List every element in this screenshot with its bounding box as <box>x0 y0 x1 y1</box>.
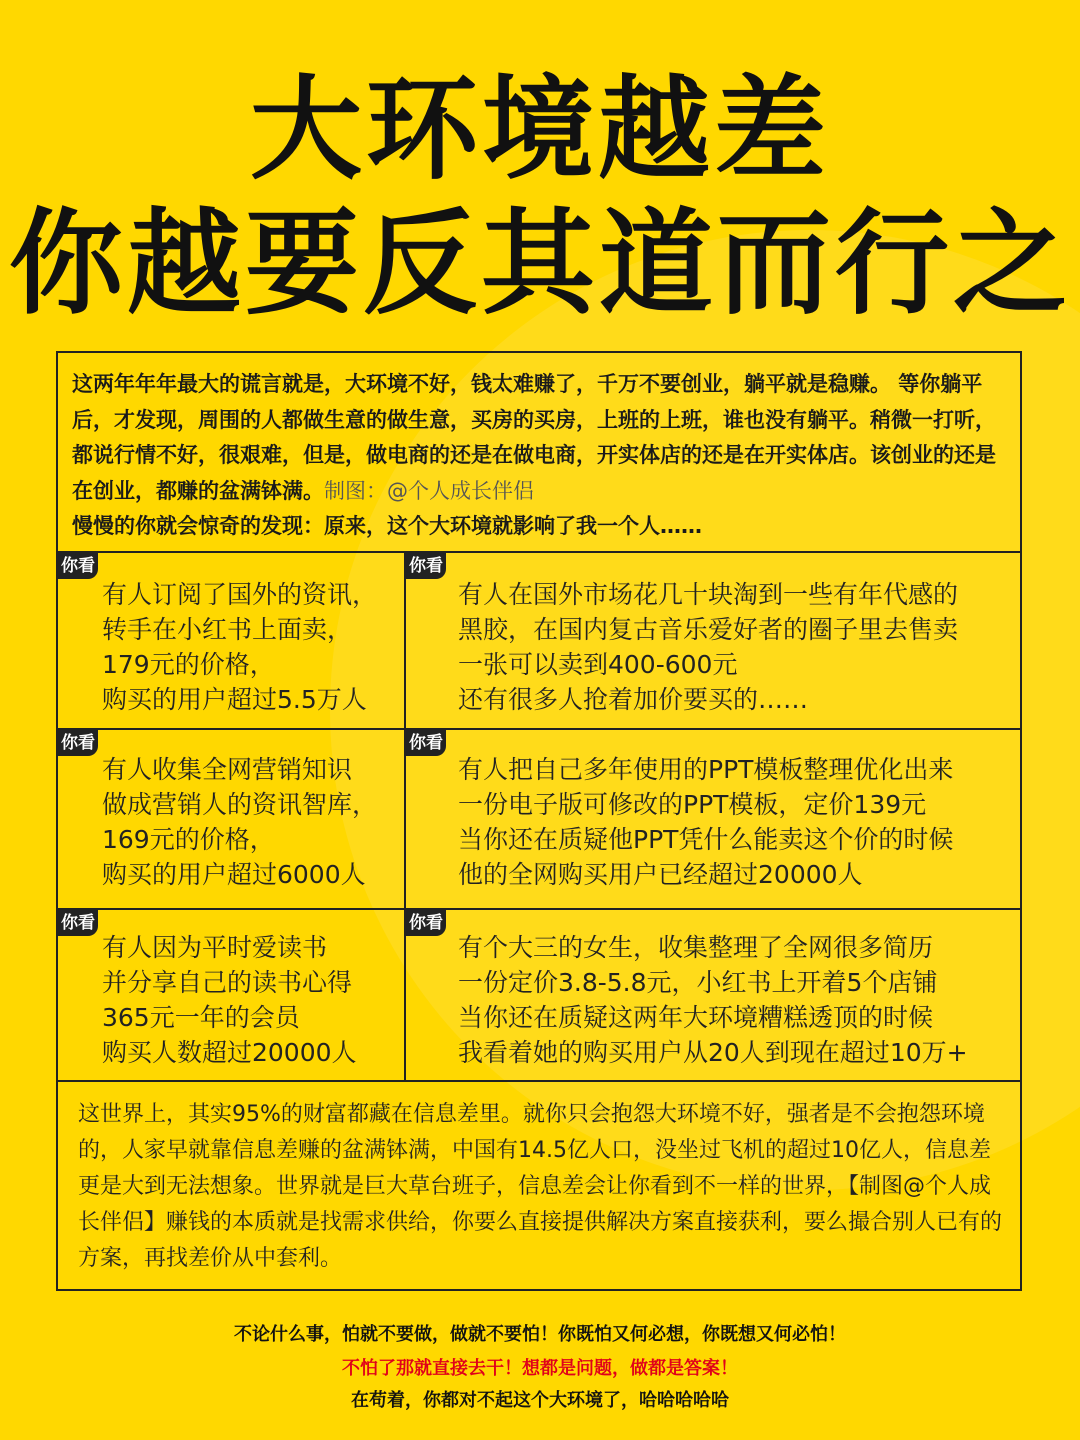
cell-line: 有人订阅了国外的资讯， <box>102 580 378 609</box>
badge: 你看 <box>58 910 98 936</box>
example-cell <box>406 910 1020 1080</box>
cell-line: 黑胶，在国内复古音乐爱好者的圈子里去售卖 <box>458 615 959 644</box>
badge: 你看 <box>406 553 446 579</box>
cell-text <box>102 577 402 717</box>
title-line-2: 你越要反其道而行之 <box>8 197 1071 330</box>
cell-text <box>102 752 402 892</box>
footer-line-3: 在苟着，你都对不起这个大环境了，哈哈哈哈哈 <box>351 1390 729 1411</box>
footer-line-1: 不论什么事，怕就不要做，做就不要怕！你既怕又何必想，你既想又何必怕！ <box>234 1324 846 1345</box>
example-cell <box>58 910 404 1080</box>
cell-line: 一份定价3.8-5.8元，小红书上开着5个店铺 <box>458 968 938 997</box>
cell-text <box>458 930 1018 1070</box>
badge: 你看 <box>406 730 446 756</box>
cell-line: 转手在小红书上面卖， <box>102 615 353 644</box>
divider <box>58 1080 1020 1082</box>
intro-last-line: 慢慢的你就会惊奇的发现：原来，这个大环境就影响了我一个人…… <box>72 514 702 538</box>
cell-line: 有个大三的女生，收集整理了全网很多简历 <box>458 933 934 962</box>
example-cell <box>406 553 1020 728</box>
cell-line: 一份电子版可修改的PPT模板，定价139元 <box>458 790 927 819</box>
cell-line: 他的全网购买用户已经超过20000人 <box>458 860 863 889</box>
cell-text <box>458 577 1018 717</box>
cell-line: 有人在国外市场花几十块淘到一些有年代感的 <box>458 580 959 609</box>
cell-line: 购买的用户超过6000人 <box>102 860 366 889</box>
badge: 你看 <box>58 553 98 579</box>
title-line-1: 大环境越差 <box>250 65 830 195</box>
cell-line: 179元的价格， <box>102 650 275 679</box>
content-frame <box>56 351 1022 1291</box>
example-cell <box>58 553 404 728</box>
badge: 你看 <box>58 730 98 756</box>
cell-line: 一张可以卖到400-600元 <box>458 650 738 679</box>
cell-line: 购买的用户超过5.5万人 <box>102 685 367 714</box>
cell-line: 365元一年的会员 <box>102 1003 300 1032</box>
intro-paragraph <box>72 367 1012 545</box>
example-cell <box>406 730 1020 908</box>
cell-text <box>102 930 402 1070</box>
cell-line: 做成营销人的资讯智库， <box>102 790 378 819</box>
cell-text <box>458 752 1018 892</box>
cell-line: 有人因为平时爱读书 <box>102 933 328 962</box>
badge: 你看 <box>406 910 446 936</box>
intro-credit: 制图：@个人成长伴侣 <box>324 478 534 503</box>
intro-text: 这两年年年最大的谎言就是，大环境不好，钱太难赚了，千万不要创业，躺平就是稳赚。 等你躺平后，才发现，周围的人都做生意的做生意，买房的买房，上班的上班，谁也没有躺平。稍微一打听，都说行情不好，很艰难，但是，做电商的还是在做电商，开实体店的还是在开实体店。该创业的还是在创业，都赚的盆满钵满。 <box>72 372 996 503</box>
cell-line: 并分享自己的读书心得 <box>102 968 353 997</box>
summary-paragraph: 这世界上，其实95%的财富都藏在信息差里。就你只会抱怨大环境不好，强者是不会抱怨环境的，人家早就靠信息差赚的盆满钵满，中国有14.5亿人口，没坐过飞机的超过10亿人，信息差更是大到无法想象。世界就是巨大草台班子，信息差会让你看到不一样的世界，【制图@个人成长伴侣】赚钱的本质就是找需求供给，你要么直接提供解决方案直接获利，要么撮合别人已有的方案，再找差价从中套利。 <box>78 1102 1003 1271</box>
cell-line: 有人收集全网营销知识 <box>102 755 353 784</box>
footer-line-2: 不怕了那就直接去干！想都是问题，做都是答案！ <box>342 1358 738 1379</box>
example-cell <box>58 730 404 908</box>
cell-line: 有人把自己多年使用的PPT模板整理优化出来 <box>458 755 954 784</box>
cell-line: 我看着她的购买用户从20人到现在超过10万+ <box>458 1038 968 1067</box>
cell-line: 还有很多人抢着加价要买的…… <box>458 685 809 714</box>
cell-line: 当你还在质疑这两年大环境糟糕透顶的时候 <box>458 1003 934 1032</box>
cell-line: 当你还在质疑他PPT凭什么能卖这个价的时候 <box>458 825 954 854</box>
cell-line: 购买人数超过20000人 <box>102 1038 357 1067</box>
cell-line: 169元的价格， <box>102 825 275 854</box>
